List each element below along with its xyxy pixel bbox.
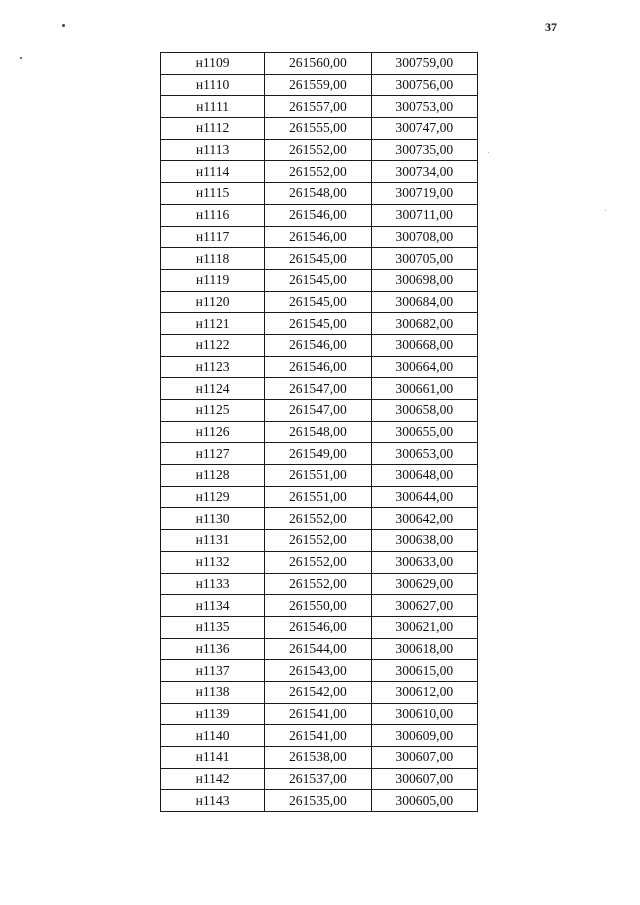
table-row — [161, 530, 478, 552]
table-row — [161, 660, 478, 682]
point-id-cell: н1135 — [161, 616, 265, 638]
x-coordinate-cell: 261560,00 — [265, 53, 371, 75]
y-coordinate-cell: 300618,00 — [371, 638, 477, 660]
table-row — [161, 703, 478, 725]
y-coordinate-cell: 300633,00 — [371, 551, 477, 573]
x-coordinate-cell: 261557,00 — [265, 96, 371, 118]
y-coordinate-cell: 300756,00 — [371, 74, 477, 96]
y-coordinate-cell: 300734,00 — [371, 161, 477, 183]
x-coordinate-cell: 261548,00 — [265, 421, 371, 443]
x-coordinate-cell: 261559,00 — [265, 74, 371, 96]
coordinates-table-body — [161, 53, 478, 812]
scan-speck — [488, 152, 489, 153]
x-coordinate-cell: 261537,00 — [265, 768, 371, 790]
table-row — [161, 443, 478, 465]
point-id-cell: н1129 — [161, 486, 265, 508]
table-row — [161, 74, 478, 96]
x-coordinate-cell: 261546,00 — [265, 204, 371, 226]
table-row — [161, 616, 478, 638]
y-coordinate-cell: 300612,00 — [371, 681, 477, 703]
x-coordinate-cell: 261545,00 — [265, 291, 371, 313]
table-row — [161, 421, 478, 443]
y-coordinate-cell: 300661,00 — [371, 378, 477, 400]
point-id-cell: н1140 — [161, 725, 265, 747]
scan-speck — [20, 57, 22, 59]
point-id-cell: н1139 — [161, 703, 265, 725]
table-row — [161, 725, 478, 747]
point-id-cell: н1143 — [161, 790, 265, 812]
table-row — [161, 378, 478, 400]
table-row — [161, 334, 478, 356]
point-id-cell: н1116 — [161, 204, 265, 226]
table-row — [161, 400, 478, 422]
table-row — [161, 465, 478, 487]
table-row — [161, 790, 478, 812]
point-id-cell: н1124 — [161, 378, 265, 400]
y-coordinate-cell: 300658,00 — [371, 400, 477, 422]
y-coordinate-cell: 300759,00 — [371, 53, 477, 75]
point-id-cell: н1121 — [161, 313, 265, 335]
x-coordinate-cell: 261545,00 — [265, 313, 371, 335]
point-id-cell: н1113 — [161, 139, 265, 161]
table-row — [161, 595, 478, 617]
point-id-cell: н1126 — [161, 421, 265, 443]
point-id-cell: н1128 — [161, 465, 265, 487]
point-id-cell: н1137 — [161, 660, 265, 682]
point-id-cell: н1119 — [161, 269, 265, 291]
point-id-cell: н1131 — [161, 530, 265, 552]
table-row — [161, 183, 478, 205]
table-row — [161, 638, 478, 660]
y-coordinate-cell: 300648,00 — [371, 465, 477, 487]
x-coordinate-cell: 261546,00 — [265, 356, 371, 378]
y-coordinate-cell: 300753,00 — [371, 96, 477, 118]
y-coordinate-cell: 300609,00 — [371, 725, 477, 747]
y-coordinate-cell: 300708,00 — [371, 226, 477, 248]
x-coordinate-cell: 261543,00 — [265, 660, 371, 682]
x-coordinate-cell: 261546,00 — [265, 616, 371, 638]
y-coordinate-cell: 300682,00 — [371, 313, 477, 335]
table-row — [161, 96, 478, 118]
table-row — [161, 226, 478, 248]
y-coordinate-cell: 300638,00 — [371, 530, 477, 552]
table-row — [161, 747, 478, 769]
x-coordinate-cell: 261547,00 — [265, 378, 371, 400]
point-id-cell: н1138 — [161, 681, 265, 703]
y-coordinate-cell: 300644,00 — [371, 486, 477, 508]
x-coordinate-cell: 261535,00 — [265, 790, 371, 812]
table-row — [161, 118, 478, 140]
x-coordinate-cell: 261546,00 — [265, 226, 371, 248]
point-id-cell: н1122 — [161, 334, 265, 356]
x-coordinate-cell: 261541,00 — [265, 703, 371, 725]
y-coordinate-cell: 300735,00 — [371, 139, 477, 161]
point-id-cell: н1111 — [161, 96, 265, 118]
point-id-cell: н1110 — [161, 74, 265, 96]
y-coordinate-cell: 300642,00 — [371, 508, 477, 530]
point-id-cell: н1136 — [161, 638, 265, 660]
y-coordinate-cell: 300655,00 — [371, 421, 477, 443]
x-coordinate-cell: 261552,00 — [265, 508, 371, 530]
point-id-cell: н1112 — [161, 118, 265, 140]
y-coordinate-cell: 300627,00 — [371, 595, 477, 617]
table-row — [161, 248, 478, 270]
table-row — [161, 508, 478, 530]
x-coordinate-cell: 261548,00 — [265, 183, 371, 205]
table-row — [161, 486, 478, 508]
x-coordinate-cell: 261552,00 — [265, 139, 371, 161]
y-coordinate-cell: 300684,00 — [371, 291, 477, 313]
x-coordinate-cell: 261538,00 — [265, 747, 371, 769]
point-id-cell: н1118 — [161, 248, 265, 270]
x-coordinate-cell: 261544,00 — [265, 638, 371, 660]
point-id-cell: н1123 — [161, 356, 265, 378]
table-row — [161, 161, 478, 183]
y-coordinate-cell: 300698,00 — [371, 269, 477, 291]
y-coordinate-cell: 300615,00 — [371, 660, 477, 682]
x-coordinate-cell: 261550,00 — [265, 595, 371, 617]
y-coordinate-cell: 300605,00 — [371, 790, 477, 812]
x-coordinate-cell: 261546,00 — [265, 334, 371, 356]
point-id-cell: н1134 — [161, 595, 265, 617]
y-coordinate-cell: 300629,00 — [371, 573, 477, 595]
x-coordinate-cell: 261552,00 — [265, 161, 371, 183]
y-coordinate-cell: 300705,00 — [371, 248, 477, 270]
point-id-cell: н1133 — [161, 573, 265, 595]
point-id-cell: н1132 — [161, 551, 265, 573]
y-coordinate-cell: 300719,00 — [371, 183, 477, 205]
point-id-cell: н1109 — [161, 53, 265, 75]
scan-speck — [62, 24, 65, 27]
table-row — [161, 313, 478, 335]
x-coordinate-cell: 261552,00 — [265, 551, 371, 573]
point-id-cell: н1120 — [161, 291, 265, 313]
y-coordinate-cell: 300668,00 — [371, 334, 477, 356]
page-number: 37 — [545, 20, 557, 34]
x-coordinate-cell: 261552,00 — [265, 573, 371, 595]
x-coordinate-cell: 261551,00 — [265, 465, 371, 487]
table-row — [161, 768, 478, 790]
point-id-cell: н1141 — [161, 747, 265, 769]
point-id-cell: н1125 — [161, 400, 265, 422]
table-row — [161, 681, 478, 703]
y-coordinate-cell: 300607,00 — [371, 747, 477, 769]
y-coordinate-cell: 300664,00 — [371, 356, 477, 378]
x-coordinate-cell: 261545,00 — [265, 269, 371, 291]
y-coordinate-cell: 300607,00 — [371, 768, 477, 790]
table-row — [161, 573, 478, 595]
table-row — [161, 139, 478, 161]
coordinates-table — [160, 52, 478, 812]
y-coordinate-cell: 300610,00 — [371, 703, 477, 725]
point-id-cell: н1130 — [161, 508, 265, 530]
table-row — [161, 204, 478, 226]
table-row — [161, 291, 478, 313]
x-coordinate-cell: 261549,00 — [265, 443, 371, 465]
x-coordinate-cell: 261547,00 — [265, 400, 371, 422]
x-coordinate-cell: 261551,00 — [265, 486, 371, 508]
y-coordinate-cell: 300747,00 — [371, 118, 477, 140]
x-coordinate-cell: 261542,00 — [265, 681, 371, 703]
point-id-cell: н1114 — [161, 161, 265, 183]
point-id-cell: н1142 — [161, 768, 265, 790]
y-coordinate-cell: 300621,00 — [371, 616, 477, 638]
x-coordinate-cell: 261552,00 — [265, 530, 371, 552]
y-coordinate-cell: 300653,00 — [371, 443, 477, 465]
x-coordinate-cell: 261555,00 — [265, 118, 371, 140]
point-id-cell: н1117 — [161, 226, 265, 248]
x-coordinate-cell: 261545,00 — [265, 248, 371, 270]
table-row — [161, 53, 478, 75]
x-coordinate-cell: 261541,00 — [265, 725, 371, 747]
point-id-cell: н1115 — [161, 183, 265, 205]
y-coordinate-cell: 300711,00 — [371, 204, 477, 226]
point-id-cell: н1127 — [161, 443, 265, 465]
table-row — [161, 551, 478, 573]
table-row — [161, 269, 478, 291]
table-row — [161, 356, 478, 378]
scan-speck — [605, 210, 606, 211]
